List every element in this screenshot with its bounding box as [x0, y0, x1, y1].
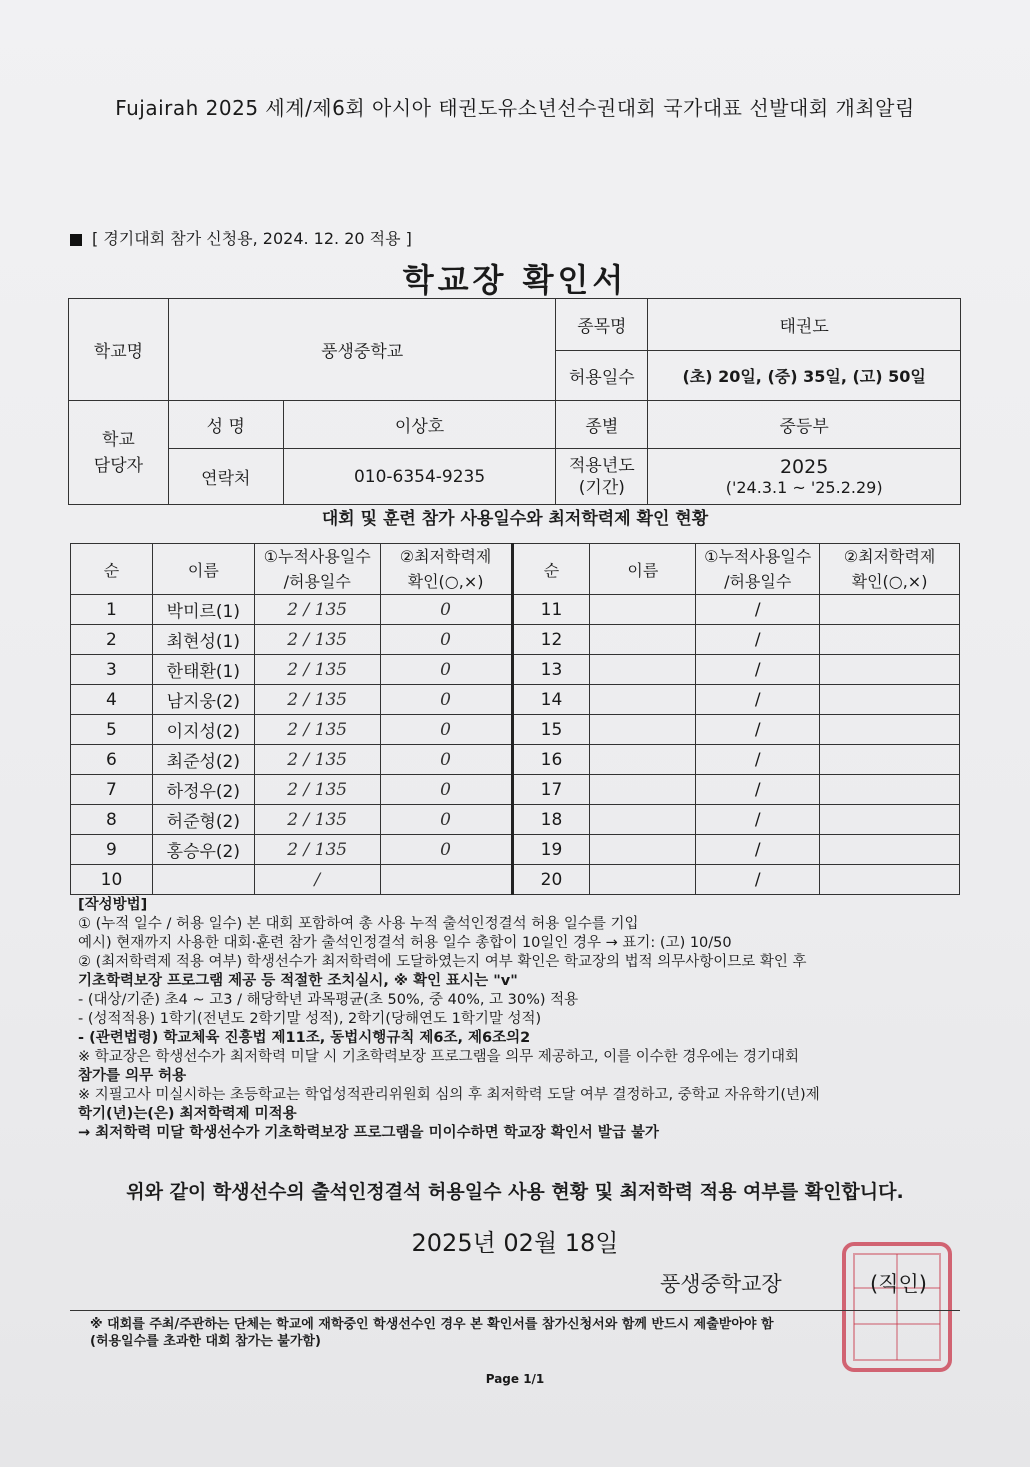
note-line: ※ 지필고사 미실시하는 초등학교는 학업성적관리위원회 심의 후 최저학력 도달 여부 결정하고, 중학교 자유학기(년)제 — [78, 1087, 820, 1103]
row-no: 4 — [71, 685, 153, 715]
row-name-right — [590, 595, 696, 625]
row-no: 7 — [71, 775, 153, 805]
col-days-header: ①누적사용일수 /허용일수 — [254, 544, 380, 595]
note-line: ② (최저학력제 적용 여부) 학생선수가 최저학력에 도달하였는지 여부 확인은 학교장의 법적 의무사항이므로 확인 후 — [78, 954, 807, 970]
row-days-right: / — [696, 805, 820, 835]
year-label: 적용년도 (기간) — [556, 449, 648, 505]
school-label: 학교명 — [69, 299, 169, 401]
confirmation-statement: 위와 같이 학생선수의 출석인정결석 허용일수 사용 현황 및 최저학력 적용 여부를 확인합니다. — [126, 1181, 904, 1203]
footnote — [90, 1316, 774, 1350]
table-row — [71, 595, 960, 625]
row-days: 2 / 135 — [254, 655, 380, 685]
row-no-right: 20 — [512, 865, 590, 895]
row-no-right: 19 — [512, 835, 590, 865]
phone-label: 연락처 — [168, 449, 283, 505]
section-caption: 대회 및 훈련 참가 사용일수와 최저학력제 확인 현황 — [321, 509, 709, 529]
row-check-right — [820, 595, 960, 625]
row-name: 이지성(2) — [152, 715, 254, 745]
info-table — [68, 298, 961, 505]
row-no: 10 — [71, 865, 153, 895]
participant-table — [70, 543, 960, 895]
row-no: 2 — [71, 625, 153, 655]
row-check — [380, 865, 512, 895]
row-check: 0 — [380, 655, 512, 685]
row-check: 0 — [380, 595, 512, 625]
sport-value: 태권도 — [648, 299, 961, 351]
row-days-right: / — [696, 625, 820, 655]
row-name-right — [590, 655, 696, 685]
row-days: 2 / 135 — [254, 775, 380, 805]
row-name: 하정우(2) — [152, 775, 254, 805]
note-line: 기초학력보장 프로그램 제공 등 적절한 조치실시, ※ 확인 표시는 "v" — [78, 973, 518, 989]
note-line: → 최저학력 미달 학생선수가 기초학력보장 프로그램을 미이수하면 학교장 확인서 발급 불가 — [78, 1125, 659, 1141]
row-name: 홍승우(2) — [152, 835, 254, 865]
row-check-right — [820, 775, 960, 805]
header-title: Fujairah 2025 세계/제6회 아시아 태권도유소년선수권대회 국가대표 선발대회 개최알림 — [115, 96, 915, 120]
row-days: 2 / 135 — [254, 745, 380, 775]
row-check: 0 — [380, 685, 512, 715]
category-value: 중등부 — [648, 401, 961, 449]
bullet-square-icon — [70, 234, 82, 246]
row-days: / — [254, 865, 380, 895]
table-row — [71, 655, 960, 685]
table-row — [71, 625, 960, 655]
note-line: 학기(년)는(은) 최저학력제 미적용 — [78, 1106, 297, 1122]
sport-label: 종목명 — [556, 299, 648, 351]
table-row — [71, 745, 960, 775]
row-check-right — [820, 805, 960, 835]
row-no-right: 18 — [512, 805, 590, 835]
year-cell — [648, 449, 961, 505]
issue-date: 2025년 02월 18일 — [411, 1229, 619, 1257]
note-line: 예시) 현재까지 사용한 대회·훈련 참가 출석인정결석 허용 일수 총합이 10일인 경우 → 표기: (고) 10/50 — [78, 935, 732, 951]
row-days: 2 / 135 — [254, 595, 380, 625]
row-check: 0 — [380, 835, 512, 865]
category-label: 종별 — [556, 401, 648, 449]
row-no: 9 — [71, 835, 153, 865]
row-days-right: / — [696, 835, 820, 865]
row-days: 2 / 135 — [254, 685, 380, 715]
row-no: 5 — [71, 715, 153, 745]
row-check: 0 — [380, 805, 512, 835]
row-name — [152, 865, 254, 895]
col-days-header-right: ①누적사용일수 /허용일수 — [696, 544, 820, 595]
row-name-right — [590, 745, 696, 775]
row-days-right: / — [696, 865, 820, 895]
row-name: 최준성(2) — [152, 745, 254, 775]
row-name-right — [590, 685, 696, 715]
col-check-header-right: ②최저학력제 확인(○,×) — [820, 544, 960, 595]
row-name-right — [590, 805, 696, 835]
row-no-right: 11 — [512, 595, 590, 625]
table-row — [71, 835, 960, 865]
writing-instructions — [78, 896, 958, 1143]
col-name-header: 이름 — [152, 544, 254, 595]
school-name: 풍생중학교 — [168, 299, 556, 401]
form-meta-line — [70, 226, 412, 249]
footnote-line-2: (허용일수를 초과한 대회 참가는 불가함) — [90, 1334, 321, 1349]
row-check-right — [820, 685, 960, 715]
table-row — [71, 775, 960, 805]
footnote-line-1: ※ 대회를 주최/주관하는 단체는 학교에 재학중인 학생선수인 경우 본 확인서를 참가신청서와 함께 반드시 제출받아야 함 — [90, 1317, 774, 1332]
row-check-right — [820, 625, 960, 655]
row-no-right: 12 — [512, 625, 590, 655]
col-name-header-right: 이름 — [590, 544, 696, 595]
document-title: 학교장 확인서 — [402, 261, 628, 299]
row-name-right — [590, 835, 696, 865]
row-days: 2 / 135 — [254, 625, 380, 655]
note-line: - (대상/기준) 초4 ~ 고3 / 해당학년 과목평균(초 50%, 중 40%, 고 30%) 적용 — [78, 992, 579, 1008]
year-value: 2025 — [779, 456, 829, 478]
row-name: 허준형(2) — [152, 805, 254, 835]
row-name: 한태환(1) — [152, 655, 254, 685]
col-no-header-right: 순 — [512, 544, 590, 595]
row-days-right: / — [696, 715, 820, 745]
row-no-right: 13 — [512, 655, 590, 685]
col-check-header: ②최저학력제 확인(○,×) — [380, 544, 512, 595]
row-check-right — [820, 745, 960, 775]
note-line: ※ 학교장은 학생선수가 최저학력 미달 시 기초학력보장 프로그램을 의무 제공하고, 이를 이수한 경우에는 경기대회 — [78, 1049, 799, 1065]
row-check: 0 — [380, 625, 512, 655]
row-no-right: 16 — [512, 745, 590, 775]
row-check: 0 — [380, 745, 512, 775]
row-no: 6 — [71, 745, 153, 775]
contact-person-label: 학교 담당자 — [69, 401, 169, 505]
table-row — [71, 715, 960, 745]
row-check-right — [820, 835, 960, 865]
row-no-right: 17 — [512, 775, 590, 805]
signer-title: 풍생중학교장 — [660, 1272, 782, 1296]
allow-label: 허용일수 — [556, 351, 648, 401]
page-number: Page 1/1 — [485, 1372, 545, 1386]
row-no: 1 — [71, 595, 153, 625]
row-check-right — [820, 715, 960, 745]
row-name-right — [590, 625, 696, 655]
note-line: - (관련법령) 학교체육 진흥법 제11조, 동법시행규칙 제6조, 제6조의2 — [78, 1030, 531, 1046]
row-days: 2 / 135 — [254, 805, 380, 835]
note-line: ① (누적 일수 / 허용 일수) 본 대회 포함하여 총 사용 누적 출석인정결석 허용 일수를 기입 — [78, 916, 639, 932]
name-label: 성 명 — [168, 401, 283, 449]
row-check-right — [820, 655, 960, 685]
row-no: 8 — [71, 805, 153, 835]
allow-value: (초) 20일, (중) 35일, (고) 50일 — [648, 351, 961, 401]
row-check-right — [820, 865, 960, 895]
row-no-right: 14 — [512, 685, 590, 715]
row-check: 0 — [380, 715, 512, 745]
row-name: 남지웅(2) — [152, 685, 254, 715]
seal-label: (직인) — [870, 1272, 927, 1296]
row-name: 박미르(1) — [152, 595, 254, 625]
official-seal-icon — [838, 1238, 956, 1376]
footnote-divider — [70, 1310, 960, 1311]
form-meta: [ 경기대회 참가 신청용, 2024. 12. 20 적용 ] — [92, 229, 412, 248]
note-line: 참가를 의무 허용 — [78, 1068, 187, 1084]
phone-value: 010-6354-9235 — [283, 449, 556, 505]
row-days: 2 / 135 — [254, 835, 380, 865]
row-days-right: / — [696, 745, 820, 775]
row-no: 3 — [71, 655, 153, 685]
row-name-right — [590, 865, 696, 895]
row-name-right — [590, 715, 696, 745]
row-days-right: / — [696, 685, 820, 715]
row-days: 2 / 135 — [254, 715, 380, 745]
note-line: - (성적적용) 1학기(전년도 2학기말 성적), 2학기(당해연도 1학기말 성적) — [78, 1011, 542, 1027]
table-row — [71, 805, 960, 835]
col-no-header: 순 — [71, 544, 153, 595]
contact-name: 이상호 — [283, 401, 556, 449]
note-line: [작성방법] — [78, 897, 148, 913]
row-check: 0 — [380, 775, 512, 805]
table-row — [71, 865, 960, 895]
row-days-right: / — [696, 595, 820, 625]
row-no-right: 15 — [512, 715, 590, 745]
row-name-right — [590, 775, 696, 805]
table-row — [71, 685, 960, 715]
row-name: 최현성(1) — [152, 625, 254, 655]
period-value: ('24.3.1 ~ '25.2.29) — [725, 478, 883, 497]
row-days-right: / — [696, 655, 820, 685]
row-days-right: / — [696, 775, 820, 805]
